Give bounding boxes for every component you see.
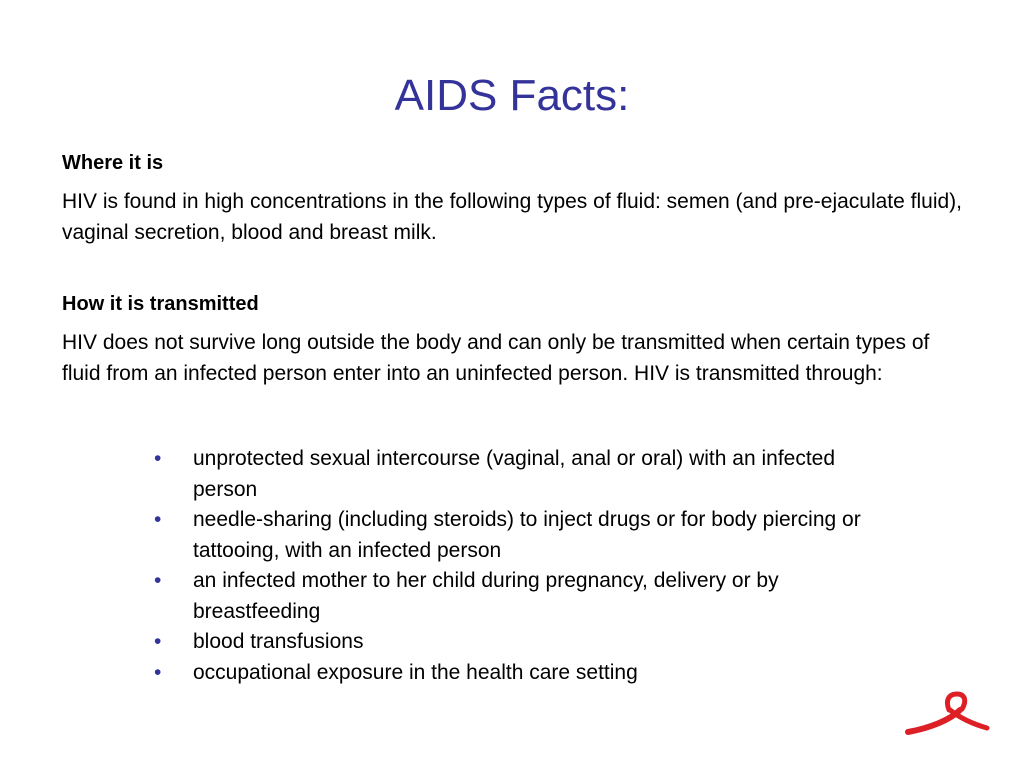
- bullet-icon: •: [154, 508, 162, 531]
- list-item: [150, 627, 890, 658]
- section-heading-where-it-is: Where it is: [62, 152, 164, 174]
- list-item-text: needle-sharing (including steroids) to inject drugs or for body piercing or tattooing, with an infected person: [193, 508, 861, 562]
- bullet-icon: •: [154, 660, 162, 684]
- list-item: [150, 566, 890, 627]
- bullet-icon: •: [154, 569, 162, 592]
- bullet-icon: •: [154, 447, 162, 470]
- list-item: [150, 658, 890, 689]
- bullet-icon: •: [154, 630, 162, 653]
- list-item-text: blood transfusions: [193, 630, 364, 653]
- section-text-where-it-is: HIV is found in high concentrations in the following types of fluid: semen (and pre-ejaculate fluid), vaginal secretion, blood and breast milk.: [62, 190, 963, 244]
- section-heading-how-transmitted: How it is transmitted: [62, 293, 259, 315]
- list-item: [150, 505, 890, 566]
- list-item: [150, 444, 890, 505]
- list-item-text: unprotected sexual intercourse (vaginal, anal or oral) with an infected person: [193, 447, 836, 501]
- transmission-list: [150, 444, 890, 688]
- red-ribbon-icon: [905, 688, 990, 738]
- list-item-text: occupational exposure in the health care setting: [193, 660, 638, 684]
- slide-title: AIDS Facts:: [394, 71, 630, 120]
- list-item-text: an infected mother to her child during pregnancy, delivery or by breastfeeding: [193, 569, 779, 623]
- section-text-how-transmitted: HIV does not survive long outside the body and can only be transmitted when certain types of fluid from an infected person enter into an uninfected person. HIV is transmitted through:: [62, 331, 930, 385]
